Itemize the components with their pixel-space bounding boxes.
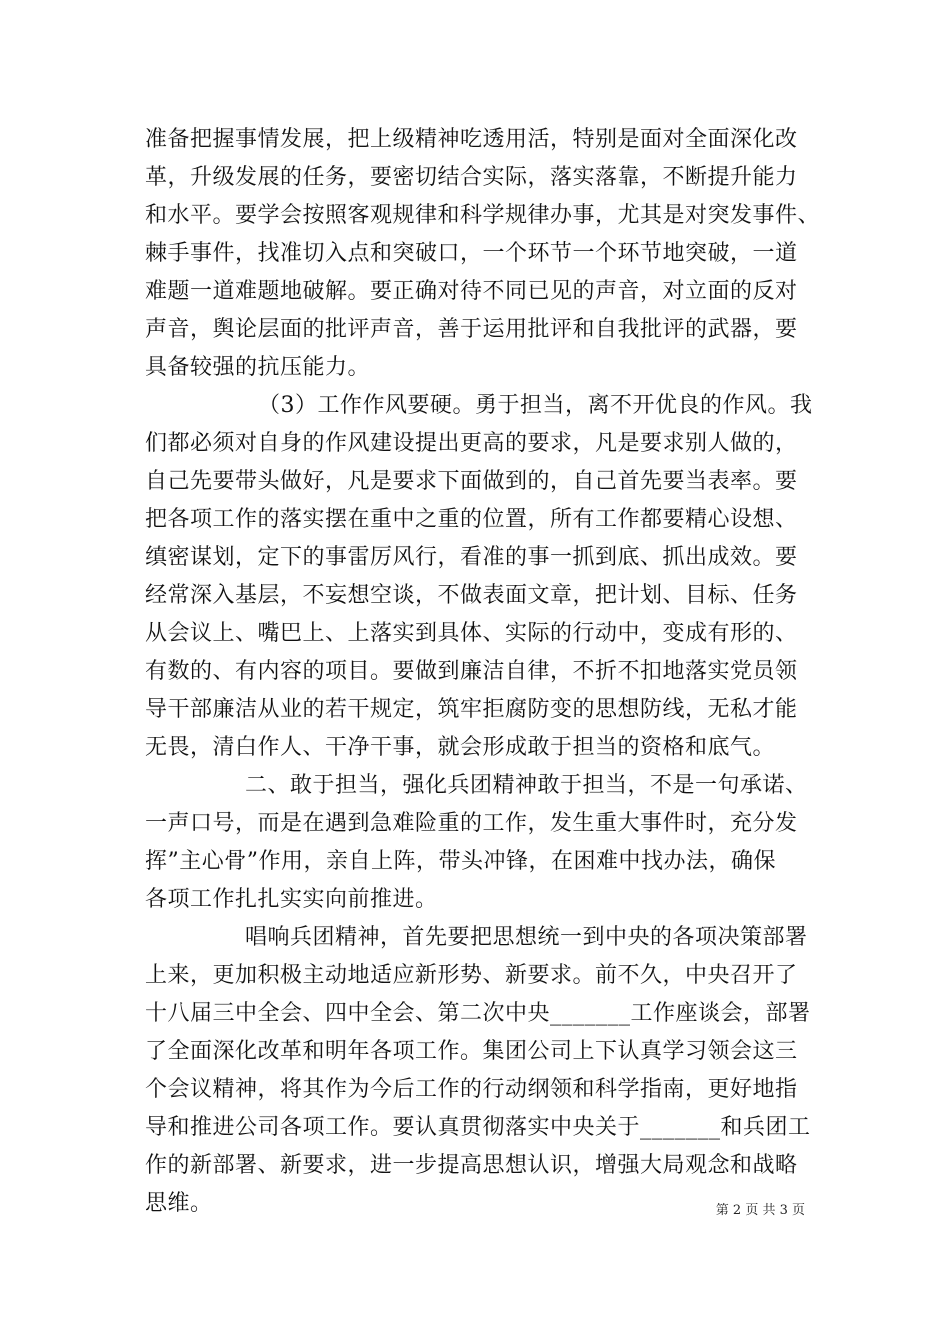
text-line: 导和推进公司各项工作。要认真贯彻落实中央关于_______和兵团工 bbox=[145, 1115, 811, 1140]
paragraph-start-line: （3）工作作风要硬。勇于担当，离不开优良的作风。我 bbox=[258, 393, 813, 418]
paragraph-start-line: 二、敢于担当，强化兵团精神敢于担当，不是一句承诺、 bbox=[245, 773, 808, 798]
paragraph-start-line: 唱响兵团精神，首先要把思想统一到中央的各项决策部署 bbox=[245, 925, 808, 950]
text-line: 无畏，清白作人、干净干事，就会形成敢于担当的资格和底气。 bbox=[145, 735, 776, 760]
text-line: 准备把握事情发展，把上级精神吃透用活，特别是面对全面深化改 bbox=[145, 127, 798, 152]
text-line: 一声口号，而是在遇到急难险重的工作，发生重大事件时，充分发 bbox=[145, 811, 798, 836]
text-line: 个会议精神，将其作为今后工作的行动纲领和科学指南，更好地指 bbox=[145, 1077, 798, 1102]
text-line: 棘手事件，找准切入点和突破口，一个环节一个环节地突破，一道 bbox=[145, 241, 798, 266]
text-line: 革，升级发展的任务，要密切结合实际，落实落靠，不断提升能力 bbox=[145, 165, 798, 190]
text-line: 自己先要带头做好，凡是要求下面做到的，自己首先要当表率。要 bbox=[145, 469, 798, 494]
text-line: 具备较强的抗压能力。 bbox=[145, 355, 371, 380]
text-line: 思维。 bbox=[145, 1191, 213, 1216]
text-line: 各项工作扎扎实实向前推进。 bbox=[145, 887, 438, 912]
text-line: 十八届三中全会、四中全会、第二次中央_______工作座谈会，部署 bbox=[145, 1001, 811, 1026]
page-number: 第 2 页 共 3 页 bbox=[715, 1203, 805, 1218]
text-line: 导干部廉洁从业的若干规定，筑牢拒腐防变的思想防线，无私才能 bbox=[145, 697, 798, 722]
text-line: 经常深入基层，不妄想空谈，不做表面文章，把计划、目标、任务 bbox=[145, 583, 798, 608]
text-line: 和水平。要学会按照客观规律和科学规律办事，尤其是对突发事件、 bbox=[145, 203, 821, 228]
text-line: 挥”主心骨”作用，亲自上阵，带头冲锋，在困难中找办法，确保 bbox=[145, 849, 776, 874]
text-line: 把各项工作的落实摆在重中之重的位置，所有工作都要精心设想、 bbox=[145, 507, 798, 532]
text-line: 声音，舆论层面的批评声音，善于运用批评和自我批评的武器，要 bbox=[145, 317, 798, 342]
text-line: 们都必须对自身的作风建设提出更高的要求，凡是要求别人做的， bbox=[145, 431, 798, 456]
text-line: 从会议上、嘴巴上、上落实到具体、实际的行动中，变成有形的、 bbox=[145, 621, 798, 646]
text-line: 难题一道难题地破解。要正确对待不同已见的声音，对立面的反对 bbox=[145, 279, 798, 304]
text-line: 缜密谋划，定下的事雷厉风行，看准的事一抓到底、抓出成效。要 bbox=[145, 545, 798, 570]
text-line: 有数的、有内容的项目。要做到廉洁自律，不折不扣地落实党员领 bbox=[145, 659, 798, 684]
text-line: 作的新部署、新要求，进一步提高思想认识，增强大局观念和战略 bbox=[145, 1153, 798, 1178]
text-line: 了全面深化改革和明年各项工作。集团公司上下认真学习领会这三 bbox=[145, 1039, 798, 1064]
text-line: 上来，更加积极主动地适应新形势、新要求。前不久，中央召开了 bbox=[145, 963, 798, 988]
